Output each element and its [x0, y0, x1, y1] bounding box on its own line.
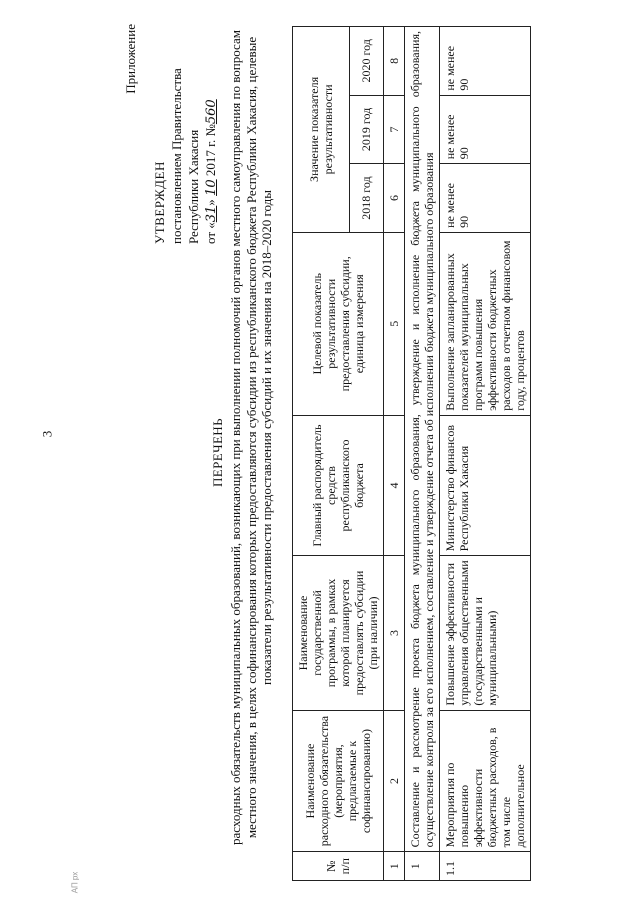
column-index: 6 — [384, 164, 405, 233]
row-indicator: Выполнение запланированных показателей муниципальных программ повышения эффективности бюджетных расходов в отчетном финансовом году, процентов — [440, 232, 531, 415]
section-num: 1 — [405, 852, 440, 881]
section-row — [405, 27, 440, 881]
date-mid: » — [203, 195, 218, 206]
approval-line-2: Республики Хакасия — [186, 129, 201, 244]
obligations-table — [292, 26, 531, 881]
row-name: Мероприятия по повышению эффективности бюджетных расходов, в том числе дополнительное — [440, 710, 531, 852]
approved-label: УТВЕРЖДЕН — [152, 161, 167, 244]
date-month: 10 — [204, 179, 219, 196]
scan-mark: АП рх — [70, 871, 80, 894]
column-index: 1 — [384, 852, 405, 881]
row-num: 1.1 — [440, 852, 531, 881]
column-index: 3 — [384, 556, 405, 710]
document-subtitle: расходных обязательств муниципальных образований, возникающих при выполнении полномочий органов местного самоуправления по вопросам местного значения, в целях софинансирования которых предоставляются субсидии из республиканского бюджета Республики Хакасия, целевые показатели результативности предоставления субсидий и их значения на 2018–2020 годы — [228, 30, 274, 845]
page-number: 3 — [39, 430, 55, 438]
row-value-2018: не менее 90 — [440, 164, 531, 233]
date-prefix: от « — [203, 222, 218, 244]
column-index: 4 — [384, 415, 405, 556]
decree-number: 560 — [204, 99, 219, 125]
header-2018: 2018 год — [349, 164, 383, 233]
column-index-row — [384, 27, 405, 881]
header-values: Значение показателя результативности — [293, 27, 350, 233]
row-manager: Министерство финансов Республики Хакасия — [440, 415, 531, 556]
column-index: 7 — [384, 95, 405, 164]
row-value-2019: не менее 90 — [440, 95, 531, 164]
table-row — [440, 27, 531, 881]
approval-line-1: постановлением Правительства — [169, 68, 184, 244]
header-program: Наименование государственной программы, в рамках которой планируется предоставлять субсидии (при наличии) — [293, 556, 384, 710]
column-index: 8 — [384, 27, 405, 96]
document-title: ПЕРЕЧЕНЬ — [210, 418, 225, 487]
header-manager: Главный распорядитель средств республиканского бюджета — [293, 415, 384, 556]
section-text: Составление и рассмотрение проекта бюджета муниципального образования, утверждение и исполнение бюджета муниципального образования, осуществление контроля за его исполнением, составление и утверждение отчета об исполнении бюджета муниципального образования — [405, 27, 440, 852]
date-day: 31 — [204, 205, 219, 223]
appendix-label: Приложение — [123, 24, 138, 94]
header-name: Наименование расходного обязательства (мероприятия, предлагаемые к софинансированию) — [293, 710, 384, 852]
column-index: 2 — [384, 710, 405, 852]
header-num: № п/п — [293, 852, 384, 881]
document-landscape — [110, 0, 610, 905]
header-2019: 2019 год — [349, 95, 383, 164]
date-year: 2017 г. № — [203, 124, 218, 180]
approval-stamp — [122, 24, 220, 244]
row-program: Повышение эффективности управления общественными (государственными и муниципальными) — [440, 556, 531, 710]
column-index: 5 — [384, 232, 405, 415]
header-2020: 2020 год — [349, 27, 383, 96]
row-value-2020: не менее 90 — [440, 27, 531, 96]
header-indicator: Целевой показатель результативности предоставления субсидии, единица измерения — [293, 232, 384, 415]
